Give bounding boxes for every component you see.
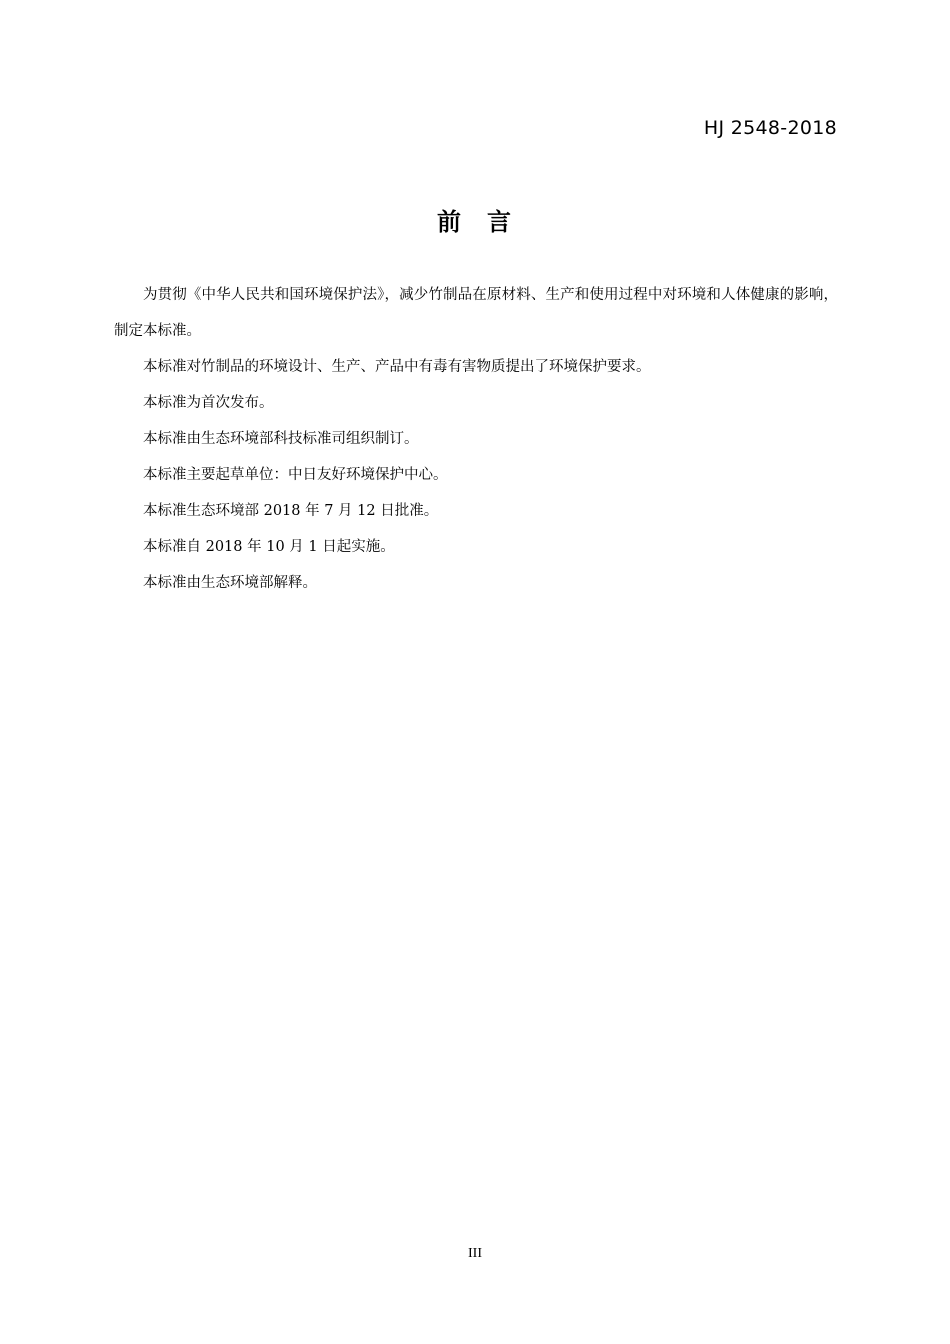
paragraph-purpose: 为贯彻《中华人民共和国环境保护法》，减少竹制品在原材料、生产和使用过程中对环境和人体健康的影响，制定本标准。 — [114, 287, 838, 339]
title-char-1: 前 — [437, 208, 463, 236]
page-title — [0, 205, 950, 239]
paragraph-approval-date: 本标准生态环境部 2018 年 7 月 12 日批准。 — [143, 503, 439, 519]
page-number: III — [468, 1246, 482, 1261]
paragraph-scope: 本标准对竹制品的环境设计、生产、产品中有毒有害物质提出了环境保护要求。 — [143, 359, 651, 375]
paragraph-first-release: 本标准为首次发布。 — [143, 395, 274, 411]
paragraph-drafting-unit: 本标准主要起草单位：中日友好环境保护中心。 — [143, 467, 448, 483]
paragraph-effective-date: 本标准自 2018 年 10 月 1 日起实施。 — [143, 539, 395, 555]
standard-code: HJ 2548-2018 — [703, 117, 837, 139]
paragraph-organizer: 本标准由生态环境部科技标准司组织制订。 — [143, 431, 419, 447]
title-char-2: 言 — [487, 208, 513, 236]
paragraph-interpretation: 本标准由生态环境部解释。 — [143, 575, 317, 591]
foreword-body — [114, 277, 838, 601]
